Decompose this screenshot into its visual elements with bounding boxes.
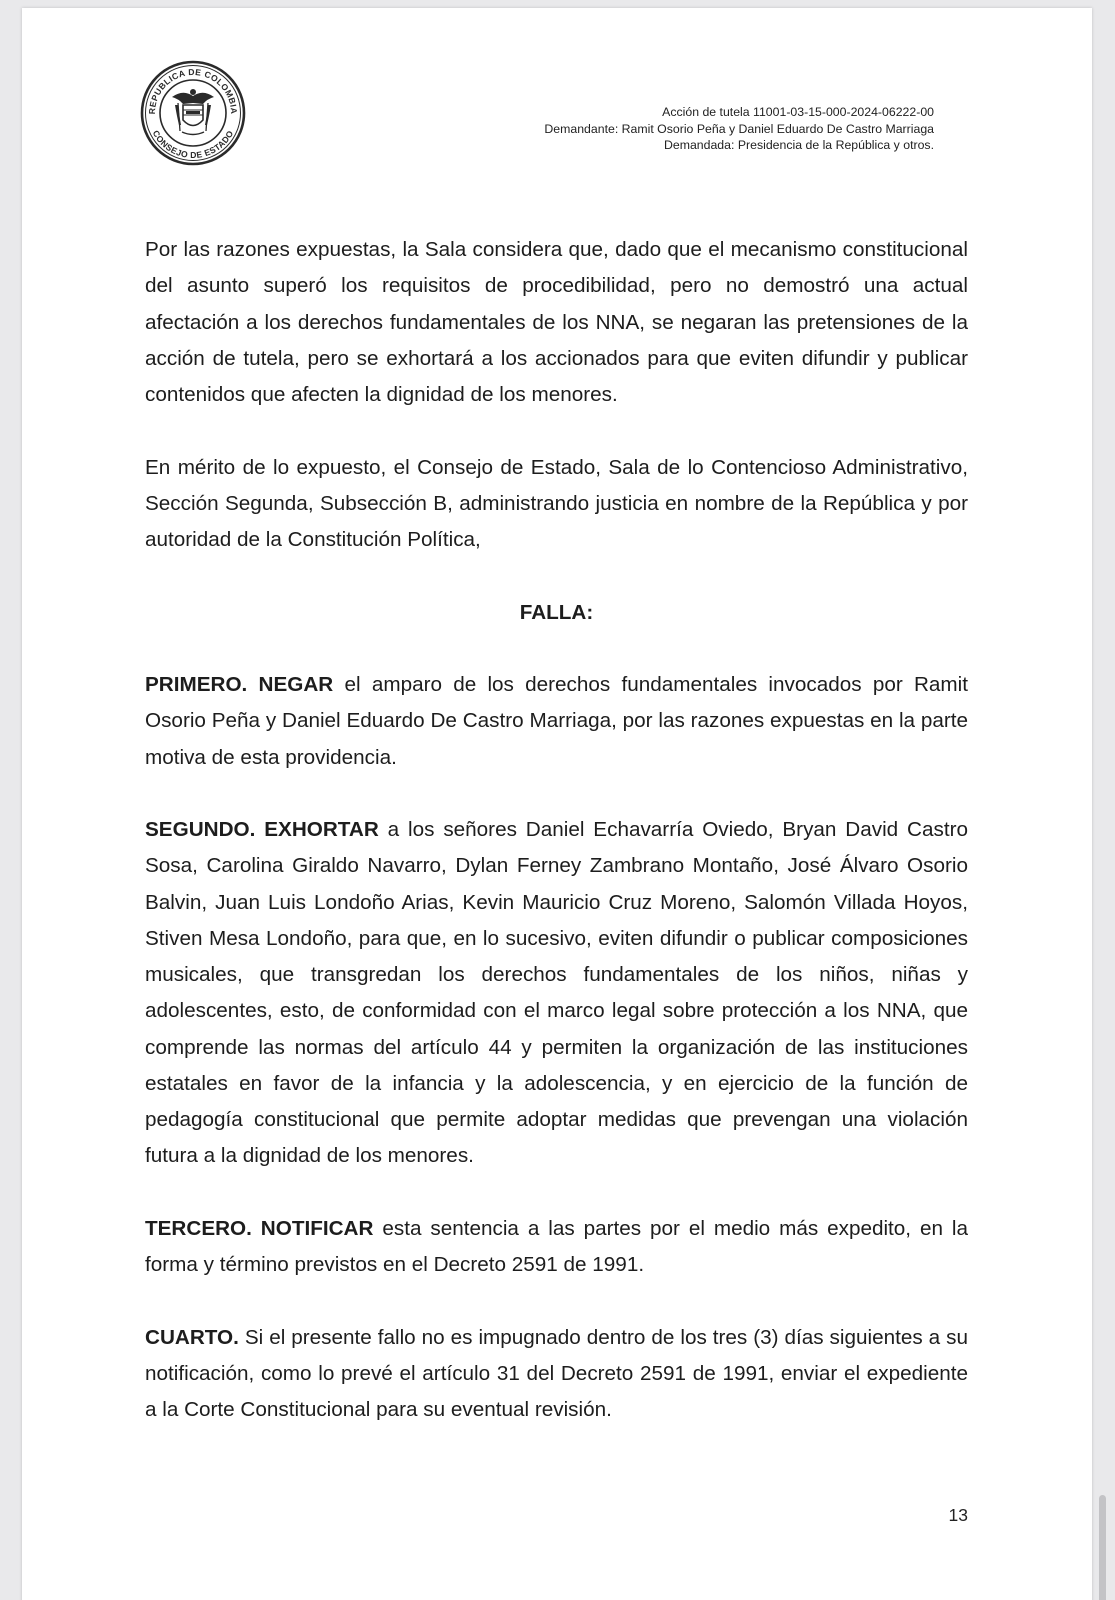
case-number: Acción de tutela 11001-03-15-000-2024-06222-00 — [662, 105, 934, 119]
vertical-scrollbar-thumb[interactable] — [1099, 1495, 1106, 1600]
line-text: el amparo de los derechos fundamentales invocados por Ramit — [333, 673, 968, 696]
paragraph-line: pedagogía constitucional que permite adoptar medidas que prevengan una violación — [145, 1108, 968, 1131]
paragraph-line — [145, 812, 968, 848]
paragraph-line: notificación, como lo prevé el artículo 31 del Decreto 2591 de 1991, enviar el expediente — [145, 1361, 968, 1385]
resolution-tercero — [145, 1211, 968, 1284]
paragraph-line: Sosa, Carolina Giraldo Navarro, Dylan Ferney Zambrano Montaño, José Álvaro Osorio — [145, 854, 968, 878]
seal-bottom-text: CONSEJO DE ESTADO — [150, 128, 236, 161]
resolution-primero — [145, 667, 968, 776]
paragraph-line: adolescentes, esto, de conformidad con el marco legal sobre protección a los NNA, que — [145, 999, 968, 1023]
paragraph-line: Por las razones expuestas, la Sala considera que, dado que el mecanismo constitucional — [145, 238, 968, 261]
paragraph-line — [145, 1211, 968, 1247]
line-text: esta sentencia a las partes por el medio más expedito, en la — [373, 1216, 968, 1240]
document-header — [544, 104, 934, 154]
seal-top-text: REPUBLICA DE COLOMBIA — [146, 66, 240, 115]
paragraph-line: estatales en favor de la infancia y la adolescencia, y en ejercicio de la función de — [145, 1071, 968, 1095]
paragraph-line: autoridad de la Constitución Política, — [145, 528, 481, 551]
resolution-label-cuarto: CUARTO. — [145, 1325, 239, 1349]
document-body — [145, 232, 968, 1465]
line-text: a los señores Daniel Echavarría Oviedo, Bryan David Castro — [378, 818, 968, 841]
page-number: 13 — [948, 1505, 968, 1525]
paragraph-line: acción de tutela, pero se exhortará a los accionados para que eviten difundir y publicar — [145, 346, 968, 370]
paragraph-line: futura a la dignidad de los menores. — [145, 1144, 474, 1168]
paragraph-line — [145, 1320, 968, 1356]
paragraph-reasons — [145, 232, 968, 413]
paragraph-line: Balvin, Juan Luis Londoño Arias, Kevin Mauricio Cruz Moreno, Salomón Villada Hoyos, — [145, 890, 968, 914]
paragraph-line: comprende las normas del artículo 44 y permiten la organización de las instituciones — [145, 1035, 968, 1059]
paragraph-line — [145, 667, 968, 703]
paragraph-line: musicales, que transgredan los derechos fundamentales de los niños, niñas y — [145, 963, 968, 986]
paragraph-line: a la Corte Constitucional para su eventual revisión. — [145, 1398, 612, 1421]
ruling-heading-block — [145, 595, 968, 631]
resolution-segundo — [145, 812, 968, 1175]
paragraph-line: afectación a los derechos fundamentales de los NNA, se negaran las pretensiones de la — [145, 310, 968, 334]
consejo-de-estado-seal-logo — [139, 59, 247, 167]
ruling-heading: FALLA: — [519, 600, 594, 624]
paragraph-line: contenidos que afecten la dignidad de los menores. — [145, 383, 618, 406]
resolution-label-primero: PRIMERO. NEGAR — [145, 673, 334, 696]
resolution-cuarto — [145, 1320, 968, 1429]
paragraph-line: Stiven Mesa Londoño, para que, en lo sucesivo, eviten difundir o publicar composiciones — [145, 926, 968, 950]
paragraph-line: del asunto superó los requisitos de procedibilidad, pero no demostró una actual — [145, 274, 968, 298]
line-text: Si el presente fallo no es impugnado dentro de los tres (3) días siguientes a su — [238, 1325, 968, 1349]
paragraph-line: motiva de esta providencia. — [145, 745, 397, 769]
paragraph-line: forma y término previstos en el Decreto 2591 de 1991. — [145, 1253, 645, 1276]
defendant-line: Demandada: Presidencia de la República y otros. — [663, 138, 934, 152]
plaintiff-line: Demandante: Ramit Osorio Peña y Daniel Eduardo De Castro Marriaga — [544, 121, 934, 136]
resolution-label-tercero: TERCERO. NOTIFICAR — [145, 1216, 374, 1240]
paragraph-line: En mérito de lo expuesto, el Consejo de Estado, Sala de lo Contencioso Administrativo, — [145, 455, 968, 479]
paragraph-line: Osorio Peña y Daniel Eduardo De Castro Marriaga, por las razones expuestas en la parte — [145, 709, 968, 733]
resolution-label-segundo: SEGUNDO. EXHORTAR — [145, 818, 379, 841]
paragraph-line: Sección Segunda, Subsección B, administrando justicia en nombre de la República y por — [145, 491, 968, 515]
paragraph-merit — [145, 450, 968, 559]
